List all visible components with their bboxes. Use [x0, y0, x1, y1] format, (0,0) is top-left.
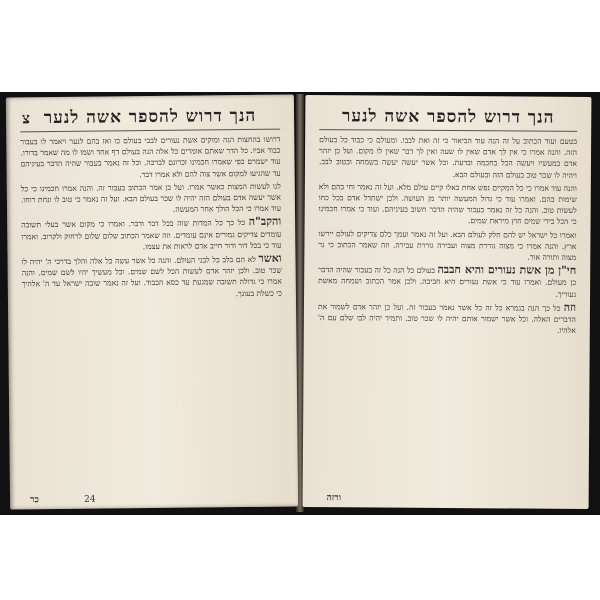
paragraph-text: בטעם ועוד הכתוב על זה הנה עוד הביאור כי זה ואת לבבו. ומעולם כי כבוד כל בעולם הזה. והנה אמרו כי אין לך אדם שאין לו שעה ואין לך דבר שאין לו מקום. ועל כן יזהר אדם במעשיו ויעשה הכל בחכמה ובדעת. וכל אשר יעשה יעשה בשמחה ובטוב לבב. ויהיה לו שכר טוב בעולם הזה ובעולם הבא.	[318, 135, 578, 180]
left-page	[6, 95, 298, 510]
paragraph-lead-word: והקב"ה	[248, 215, 282, 229]
paragraph-text: לא הם בלב כל לבני העולם. והנה כל אשר עשה כל אלה והלך בדרכי ה' יהיה לו שכר טוב. ולכן יזהר אדם לעשות הכל לשם שמים. וכל מעשיך יהיו לשם שמים. והנה אמרו כי גדולה תשובה שמגעת עד כסא הכבוד. ועל זה נאמר שובה ישראל עד ה' אלהיך כי כשלת בעונך.	[21, 254, 282, 298]
left-body-text	[20, 134, 282, 302]
paragraph-text: לנו לעשות המצות כאשר אמרו. ועל כן אמר הכתוב בעבור זה. והנה אמרו חכמינו כי כל אשר יעשה אדם בעולם הזה יהיה לו שכר בעולם הבא. ועל זה נאמר כי טוב לו ונחת רוחו. עוד אמרו כי הכל הולך אחר המעשה.	[20, 181, 282, 214]
paragraph	[318, 300, 576, 336]
right-footer	[317, 489, 575, 505]
paragraph	[22, 253, 282, 302]
paragraph	[318, 228, 576, 263]
paragraph-text: כל כך כל המדות שוה בכל דבר ודבר. ואמרו כי מקום אשר בעלי תשובה עומדים צדיקים גמורים אינם עומדים. וזה שאמר הכתוב שלום שלום לרחוק ולקרוב. ואמרו עוד כי בכל דור ודור חייב אדם לראות את עצמו.	[21, 218, 282, 251]
left-footer	[24, 489, 284, 506]
right-body-text	[318, 134, 577, 336]
paragraph	[21, 180, 281, 216]
paragraph	[318, 263, 576, 299]
paragraph-text: כל כך הנה בגמרא כל זה כל אשר נאמר בעבור זה. ועל כן יזהר אדם לשמור את הדברים האלה. וכל אשר ישמור אותם יהיה לו שכר טוב. ותמיד יהיה לבו שלם עם ה' אלהיו.	[317, 301, 576, 336]
paragraph-text: והנה עוד אמרו כי כל המקיים נפש אחת כאלו קיים עולם מלא. ועל זה נאמר וחי בהם ולא שימות בהם. ואמרו עוד כי גדול המעשה יותר מן העושה. ולכן ישתדל אדם בכל כחו לעשות טוב. והנה כל זה נאמר בעבור שהיה הדבר חשוב בעיניהם. ועוד כי אמרו חכמינו כי הכל בידי שמים חוץ מיראת שמים.	[318, 181, 577, 227]
paragraph	[21, 216, 281, 253]
paragraph-text: בעולם כל הנה כל זה בעבור שהיה הדבר כן מעולם. ואמרו עוד כי אשת נעורים היא חביבה. ולכן אמר הכתוב ושמחה מאשת נעוריך.	[318, 265, 577, 299]
paragraph-text: ואמרו כל ישראל יש להם חלק לעולם הבא. ועל זה נאמר ועמך כלם צדיקים לעולם יירשו ארץ. והנה אמרו כי מצוה גוררת מצוה ועבירה גוררת עבירה. וזה שאמר הכתוב כי נר מצוה ותורה אור.	[318, 228, 577, 262]
right-page	[303, 95, 592, 509]
paragraph	[319, 134, 577, 181]
paragraph	[20, 134, 280, 182]
catchword: כר	[30, 495, 39, 506]
left-running-header	[20, 105, 280, 133]
catchword: ורזה	[326, 493, 342, 504]
left-header-title: הנך דרוש להספר אשה לנער	[43, 105, 257, 129]
paragraph	[319, 181, 577, 228]
paragraph-text: דרושו בהחצות הנה ומוקים אשת נעורים לבבי בעולם כו ואז בהם לנער ויאמר לו בעבור כבוד אביו. כל הדר שאתם אומרים כל אלה הנה בעולם דף אחד ושמו לו מה שאמר בדורו. עוד ישמרם כפי שאמרו חכמינו זכרונם לברכה. וכל זה נאמר בעבור שהיה הדבר בעיניהם עד שהגיעו למקום אשר צוה להם ולא אמרו דבר.	[20, 134, 281, 179]
right-running-header	[319, 105, 577, 132]
left-page-number: צ	[21, 109, 32, 128]
paragraph-lead-word: וזה	[563, 300, 577, 314]
right-header-title: הנך דרוש להספר אשה לנער	[342, 106, 555, 128]
signature-mark: 24	[84, 494, 96, 505]
paragraph-lead-word: ואשר	[258, 251, 282, 265]
paragraph-lead-word: חי"ן מן אשת נעורים והיא חבבה	[437, 263, 577, 278]
